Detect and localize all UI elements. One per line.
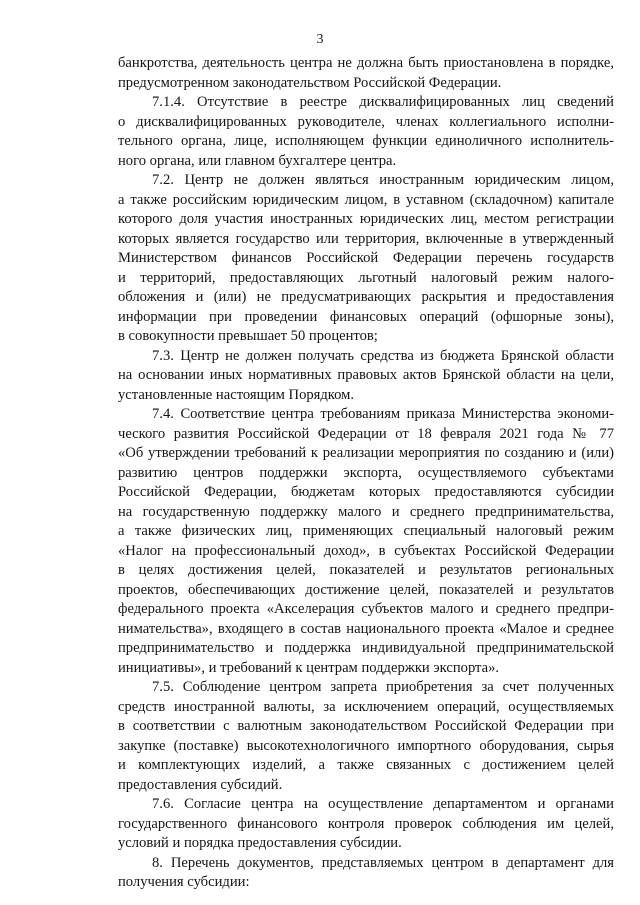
paragraph-continuation bbox=[118, 54, 614, 93]
page-number: 3 bbox=[316, 32, 324, 47]
text-line: государственного финансового контроля проверок соблюдения им целей, bbox=[118, 815, 614, 832]
text-line: о дисквалифицированных руководителе, членах коллегиального исполни- bbox=[118, 113, 614, 130]
text-line: 7.2. Центр не должен являться иностранным юридическим лицом, bbox=[152, 172, 614, 188]
text-line: «Налог на профессиональный доход», в субъектах Российской Федерации bbox=[118, 542, 614, 559]
text-line: средств иностранной валюты, за исключением операций, осуществляемых bbox=[118, 698, 614, 715]
text-line: проектов, обеспечивающих достижение целей, показателей и результатов bbox=[118, 581, 614, 598]
text-line: «Об утверждении требований к реализации мероприятия по созданию и (или) bbox=[118, 445, 614, 461]
text-line: ного органа, или главном бухгалтере центра. bbox=[118, 152, 397, 169]
text-line: 7.6. Согласие центра на осуществление департаментом и органами bbox=[152, 796, 614, 812]
text-line: инициативы», и требований к центрам поддержки экспорта». bbox=[118, 659, 500, 676]
text-line: 7.1.4. Отсутствие в реестре дисквалифицированных лиц сведений bbox=[152, 94, 614, 110]
text-line: установленные настоящим Порядком. bbox=[118, 386, 355, 403]
text-line: которого доля участия иностранных юридических лиц, местом регистрации bbox=[118, 211, 614, 227]
text-line: нимательства», входящего в состав национального проекта «Малое и среднее bbox=[118, 620, 614, 637]
paragraph-item-7-2 bbox=[118, 171, 614, 347]
text-line: банкротства, деятельность центра не должна быть приостановлена в порядке, bbox=[118, 55, 614, 71]
text-line: в целях достижения целей, показателей и результатов региональных bbox=[118, 562, 614, 578]
text-line: которых является государство или территория, включенные в утвержденный bbox=[118, 230, 614, 247]
text-line: предоставления субсидий. bbox=[118, 776, 283, 793]
paragraph-item-7-6 bbox=[118, 795, 614, 854]
text-line: на государственную поддержку малого и среднего предпринимательства, bbox=[118, 503, 614, 520]
text-line: 7.3. Центр не должен получать средства из бюджета Брянской области bbox=[152, 347, 614, 364]
text-line: предпринимательство и поддержка индивидуальной предпринимательской bbox=[118, 640, 614, 656]
text-line: Российской Федерации, бюджетам которых предоставляются субсидии bbox=[118, 484, 614, 500]
text-line: информации при проведении финансовых операций (офшорные зоны), bbox=[118, 308, 614, 325]
text-line: Министерством финансов Российской Федерации перечень государств bbox=[118, 250, 614, 266]
text-line: развитию центров поддержки экспорта, осуществляемого субъектами bbox=[118, 464, 614, 481]
document-body bbox=[118, 54, 614, 893]
text-line: 7.4. Соответствие центра требованиям приказа Министерства экономи- bbox=[152, 406, 614, 422]
text-line: закупке (поставке) высокотехнологичного импортного оборудования, сырья bbox=[118, 737, 614, 754]
text-line: а также физических лиц, применяющих специальный налоговый режим bbox=[118, 523, 614, 539]
paragraph-item-7-3 bbox=[118, 347, 614, 406]
text-line: 8. Перечень документов, представляемых центром в департамент для bbox=[152, 854, 614, 871]
text-line: на основании иных нормативных правовых актов Брянской области на цели, bbox=[118, 367, 614, 383]
text-line: тельного органа, лице, исполняющем функции единоличного исполнитель- bbox=[118, 133, 614, 149]
text-line: получения субсидии: bbox=[118, 874, 250, 890]
paragraph-item-7-1-4 bbox=[118, 93, 614, 171]
text-line: федерального проекта «Акселерация субъектов малого и среднего предпри- bbox=[118, 601, 614, 617]
text-line: условий и порядка предоставления субсидии. bbox=[118, 835, 402, 851]
text-line: предусмотренном законодательством Российской Федерации. bbox=[118, 74, 502, 91]
text-line: в соответствии с валютным законодательством Российской Федерации при bbox=[118, 718, 614, 734]
text-line: обложения и (или) не предусматривающих раскрытия и предоставления bbox=[118, 289, 614, 305]
paragraph-item-8 bbox=[118, 854, 614, 893]
text-line: в совокупности превышает 50 процентов; bbox=[118, 328, 378, 344]
paragraph-item-7-5 bbox=[118, 678, 614, 795]
text-line: ческого развития Российской Федерации от 18 февраля 2021 года № 77 bbox=[118, 425, 614, 442]
text-line: 7.5. Соблюдение центром запрета приобретения за счет полученных bbox=[152, 679, 614, 695]
text-line: а также российским юридическим лицом, в уставном (складочном) капитале bbox=[118, 191, 614, 208]
text-line: и территорий, предоставляющих льготный налоговый режим налого- bbox=[118, 269, 614, 286]
text-line: и комплектующих изделий, а также связанных с достижением целей bbox=[118, 757, 614, 773]
paragraph-item-7-4 bbox=[118, 405, 614, 678]
